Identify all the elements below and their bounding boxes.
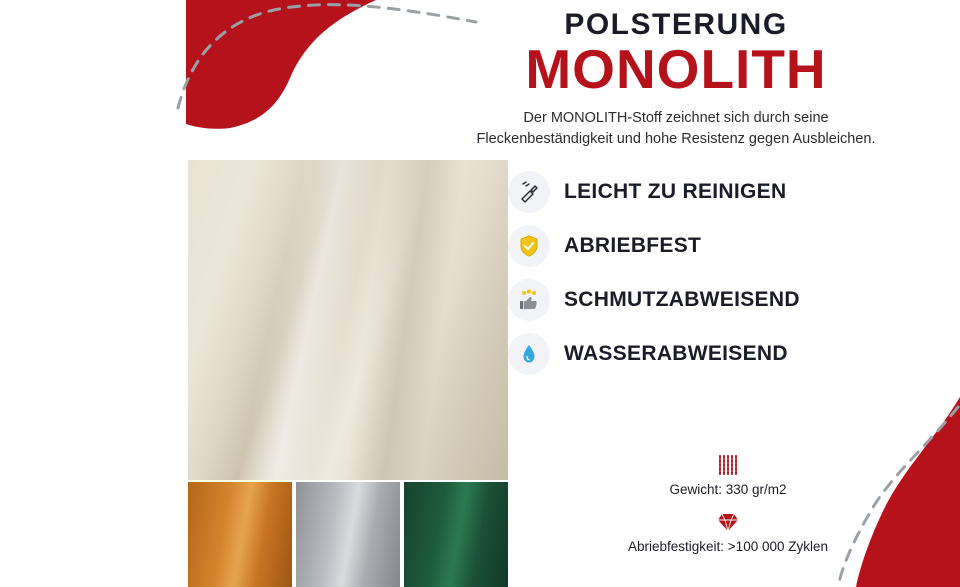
water-repellent-icon — [508, 333, 550, 375]
subtitle-line-2: Fleckenbeständigkeit und hohe Resistenz gegen Ausbleichen. — [476, 131, 876, 148]
feature-item-easy-clean — [508, 166, 948, 218]
spec-text: Abriebfestigkeit: >100 000 Zyklen — [628, 539, 828, 554]
spec-item-abrasion — [508, 509, 948, 554]
page-title-small: POLSTERUNG — [564, 8, 788, 41]
feature-item-dirt-repellent — [508, 274, 948, 326]
subtitle — [400, 108, 952, 150]
fabric-swatch-row — [188, 482, 508, 587]
feature-item-abrasion — [508, 220, 948, 272]
weave-icon — [508, 452, 948, 478]
easy-clean-icon — [508, 171, 550, 213]
decorative-corner-top-left — [186, 0, 386, 130]
feature-label: SCHMUTZABWEISEND — [564, 288, 800, 311]
abrasion-shield-icon — [508, 225, 550, 267]
fabric-swatch-green — [404, 482, 508, 587]
spec-list — [508, 452, 948, 566]
fabric-swatch-grey — [296, 482, 400, 587]
spec-item-weight — [508, 452, 948, 497]
page-title-main: MONOLITH — [525, 37, 827, 100]
header — [400, 8, 952, 150]
feature-label: ABRIEBFEST — [564, 234, 702, 257]
feature-list — [508, 166, 948, 382]
fabric-swatch-orange — [188, 482, 292, 587]
feature-label: WASSERABWEISEND — [564, 342, 788, 365]
spec-text: Gewicht: 330 gr/m2 — [669, 482, 787, 497]
diamond-icon — [508, 509, 948, 535]
subtitle-line-1: Der MONOLITH-Stoff zeichnet sich durch seine — [523, 110, 829, 127]
fabric-main-image — [188, 160, 508, 480]
dirt-repellent-icon — [508, 279, 550, 321]
feature-label: LEICHT ZU REINIGEN — [564, 180, 787, 203]
feature-item-water-repellent — [508, 328, 948, 380]
